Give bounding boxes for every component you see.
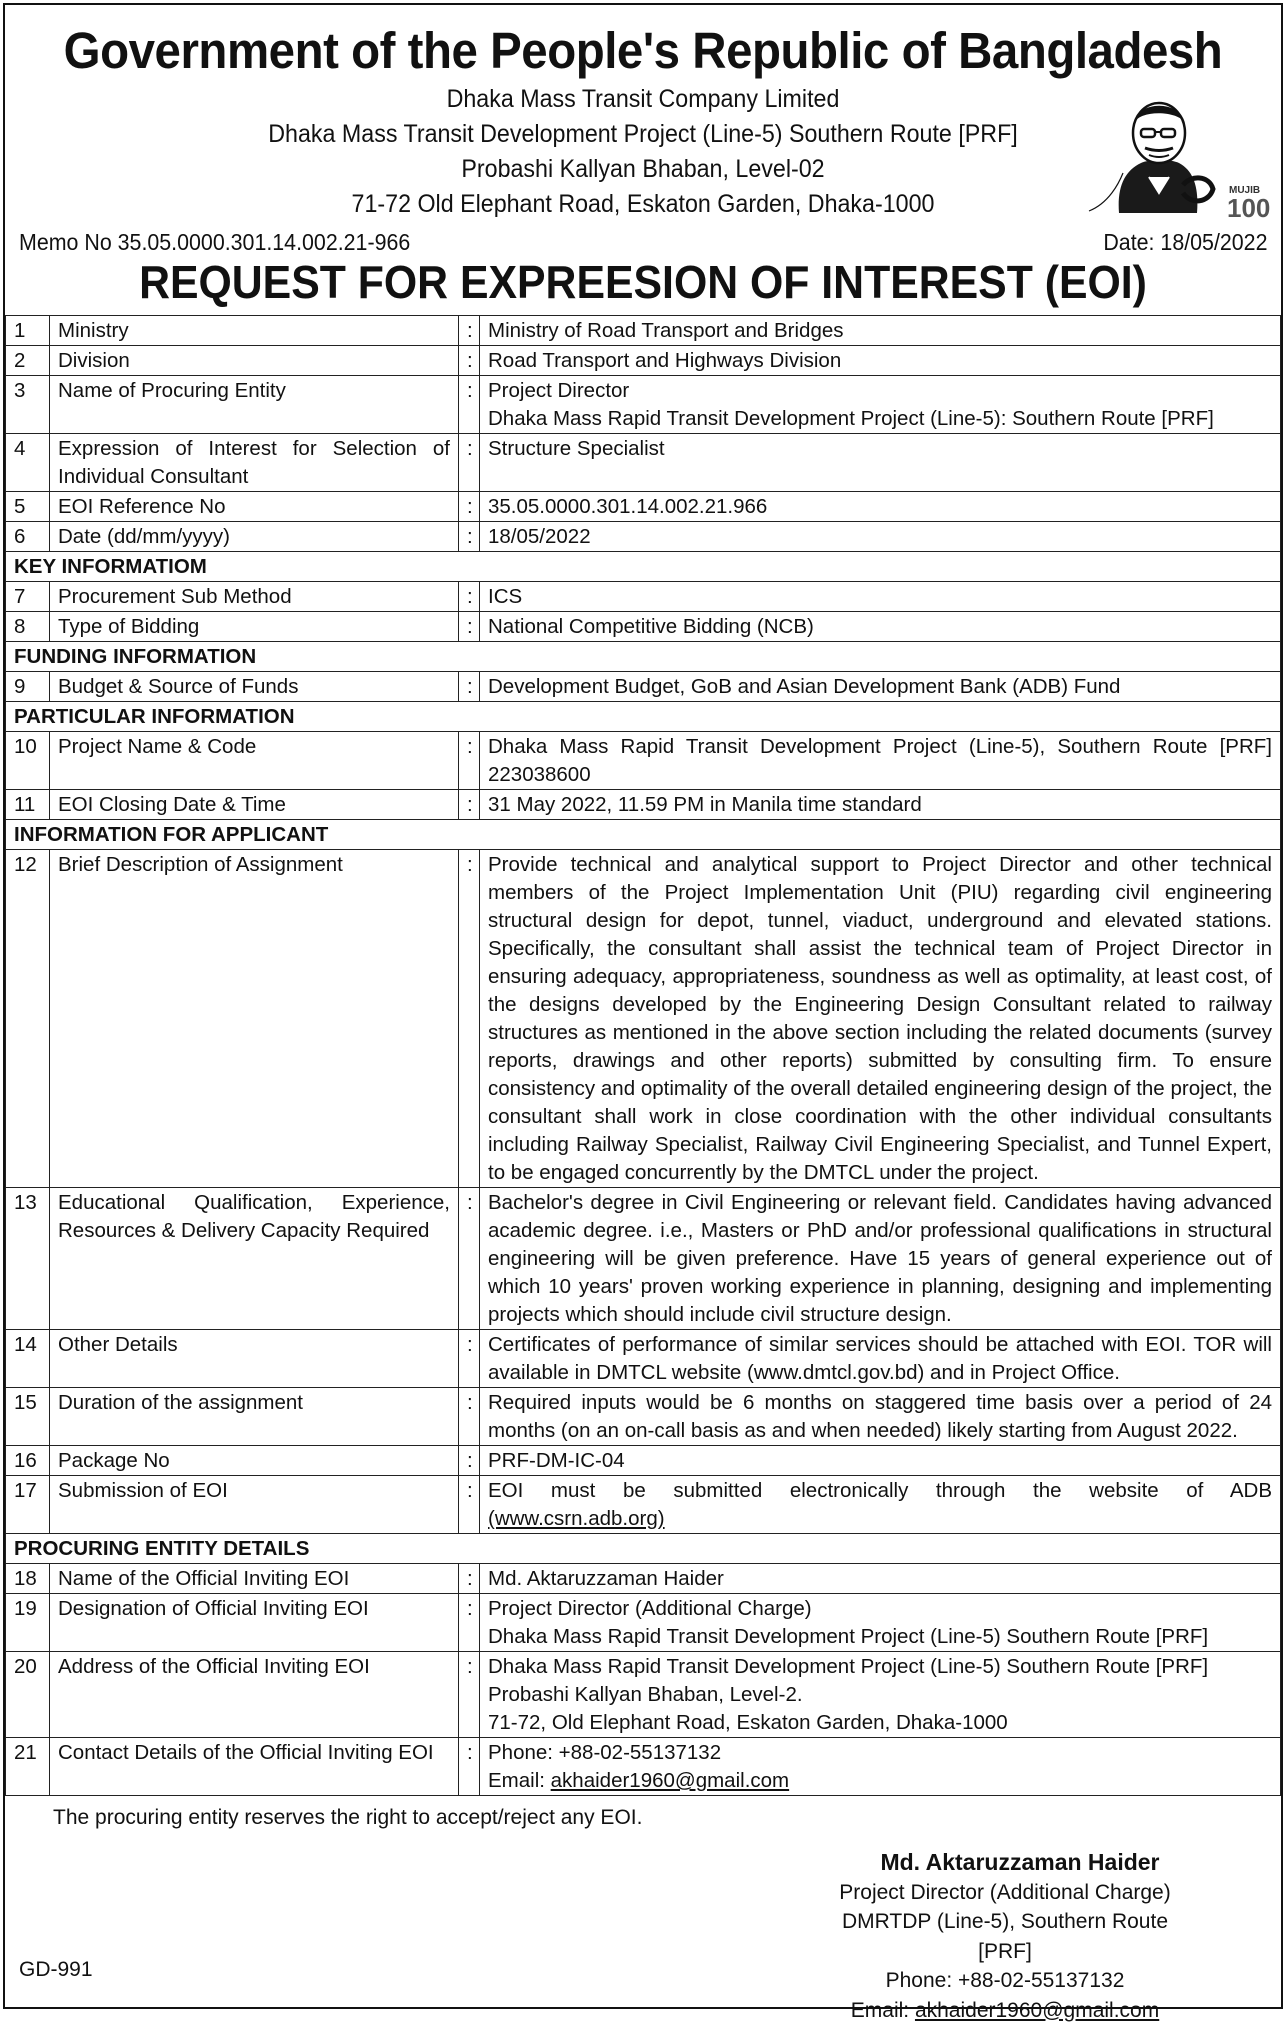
row-label: Name of the Official Inviting EOI (50, 1564, 459, 1594)
table-row (6, 1476, 1281, 1534)
value-line: Development Budget, GoB and Asian Development Bank (ADB) Fund (488, 673, 1272, 701)
row-number: 8 (6, 612, 50, 642)
row-value (480, 346, 1281, 376)
value-line: Md. Aktaruzzaman Haider (488, 1565, 1272, 1593)
email-prefix: Email: (851, 1999, 915, 2022)
table-row (6, 732, 1281, 790)
row-label: Procurement Sub Method (50, 582, 459, 612)
row-number: 14 (6, 1330, 50, 1388)
row-number: 1 (6, 316, 50, 346)
row-value (480, 1738, 1281, 1796)
value-line: Dhaka Mass Rapid Transit Development Project (Line-5) Southern Route [PRF] (488, 1623, 1272, 1651)
table-row (6, 492, 1281, 522)
row-value (480, 790, 1281, 820)
government-title: Government of the People's Republic of Bangladesh (50, 21, 1237, 80)
value-line: Dhaka Mass Rapid Transit Development Project (Line-5), Southern Route [PRF] 223038600 (488, 733, 1272, 789)
svg-text:MUJIB: MUJIB (1229, 185, 1260, 196)
row-number: 9 (6, 672, 50, 702)
building-name: Probashi Kallyan Bhaban, Level-02 (50, 155, 1237, 184)
signatory-designation: Project Director (Additional Charge) (825, 1878, 1185, 1908)
value-line: 31 May 2022, 11.59 PM in Manila time standard (488, 791, 1272, 819)
value-line: Provide technical and analytical support to Project Director and other technical members of the Project Implementation Unit (PIU) regarding civil engineering structural design for depot, tunnel, viaduct, underground and elevated stations. Specifically, the consultant shall assist the technical team of Project Director in ensuring adequacy, appropriateness, soundness as well as optimality, at least cost, of the designs developed by the Engineering Design Consultant related to railway structures as mentioned in the above section including the related documents (survey reports, drawings and other reports) submitted by consulting firm. To ensure consistency and optimality of the overall detailed engineering design of the project, the consultant shall work in close coordination with the other individual consultants including Railway Specialist, Railway Civil Engineering Specialist, and Tunnel Expert, to be engaged concurrently by the DMTCL under the project. (488, 851, 1272, 1187)
row-label: Educational Qualification, Experience, Resources & Delivery Capacity Required (50, 1188, 459, 1330)
value-line: Required inputs would be 6 months on staggered time basis over a period of 24 months (on an on-call basis as and when needed) likely starting from August 2022. (488, 1389, 1272, 1445)
row-label: Duration of the assignment (50, 1388, 459, 1446)
signatory-name: Md. Aktaruzzaman Haider (825, 1848, 1215, 1878)
value-line: PRF-DM-IC-04 (488, 1447, 1272, 1475)
signature-block (825, 1848, 1185, 2025)
row-colon: : (459, 1330, 480, 1388)
row-colon: : (459, 492, 480, 522)
row-value (480, 1388, 1281, 1446)
row-number: 2 (6, 346, 50, 376)
notice-header (5, 5, 1281, 315)
table-row (6, 1388, 1281, 1446)
mujib-100-logo-icon (1079, 93, 1261, 221)
value-line: Bachelor's degree in Civil Engineering or relevant field. Candidates having advanced academic degree. i.e., Masters or PhD and/or professional qualifications in structural engineering will be given preference. Have 15 years of general experience out of which 10 years' proven working experience in planning, designing and implementing projects which should include civil structure design. (488, 1189, 1272, 1329)
row-colon: : (459, 1594, 480, 1652)
row-colon: : (459, 1738, 480, 1796)
eoi-notice (3, 3, 1283, 2009)
table-row (6, 1652, 1281, 1738)
row-colon: : (459, 732, 480, 790)
table-row (6, 1330, 1281, 1388)
row-label: Other Details (50, 1330, 459, 1388)
table-row (6, 1446, 1281, 1476)
row-label: Project Name & Code (50, 732, 459, 790)
signatory-project: DMRTDP (Line-5), Southern Route [PRF] (825, 1907, 1185, 1966)
row-colon: : (459, 376, 480, 434)
row-number: 11 (6, 790, 50, 820)
table-row (6, 582, 1281, 612)
table-row (6, 672, 1281, 702)
reservation-note: The procuring entity reserves the right to accept/reject any EOI. (53, 1806, 642, 1830)
row-label: EOI Closing Date & Time (50, 790, 459, 820)
row-label: Date (dd/mm/yyyy) (50, 522, 459, 552)
table-row (6, 612, 1281, 642)
row-label: Brief Description of Assignment (50, 850, 459, 1188)
section-row (6, 642, 1281, 672)
value-line: Project Director (488, 377, 1272, 405)
row-colon: : (459, 1388, 480, 1446)
section-row (6, 702, 1281, 732)
row-colon: : (459, 582, 480, 612)
row-number: 21 (6, 1738, 50, 1796)
row-number: 12 (6, 850, 50, 1188)
value-line: National Competitive Bidding (NCB) (488, 613, 1272, 641)
notice-code: GD-991 (19, 1958, 93, 1982)
row-colon: : (459, 522, 480, 552)
section-row (6, 820, 1281, 850)
row-number: 19 (6, 1594, 50, 1652)
notice-date: Date: 18/05/2022 (1103, 229, 1267, 256)
row-label: Type of Bidding (50, 612, 459, 642)
table-row (6, 850, 1281, 1188)
row-number: 20 (6, 1652, 50, 1738)
row-label: Expression of Interest for Selection of Individual Consultant (50, 434, 459, 492)
table-row (6, 376, 1281, 434)
row-value (480, 1330, 1281, 1388)
row-label: Budget & Source of Funds (50, 672, 459, 702)
memo-number: Memo No 35.05.0000.301.14.002.21-966 (19, 229, 410, 256)
adb-website-link[interactable]: (www.csrn.adb.org) (488, 1507, 665, 1530)
project-name: Dhaka Mass Transit Development Project (Line-5) Southern Route [PRF] (50, 120, 1237, 149)
row-label: Ministry (50, 316, 459, 346)
value-line: 35.05.0000.301.14.002.21.966 (488, 493, 1272, 521)
row-number: 18 (6, 1564, 50, 1594)
row-colon: : (459, 1564, 480, 1594)
row-value (480, 612, 1281, 642)
row-number: 16 (6, 1446, 50, 1476)
svg-text:100: 100 (1227, 193, 1270, 223)
signatory-email-link[interactable]: akhaider1960@gmail.com (915, 1999, 1159, 2022)
row-label: Address of the Official Inviting EOI (50, 1652, 459, 1738)
row-label: Designation of Official Inviting EOI (50, 1594, 459, 1652)
section-heading: PARTICULAR INFORMATION (6, 702, 1281, 732)
row-colon: : (459, 672, 480, 702)
row-number: 13 (6, 1188, 50, 1330)
row-value (480, 434, 1281, 492)
row-colon: : (459, 1652, 480, 1738)
row-number: 7 (6, 582, 50, 612)
row-value (480, 492, 1281, 522)
row-number: 3 (6, 376, 50, 434)
row-label: EOI Reference No (50, 492, 459, 522)
row-label: Package No (50, 1446, 459, 1476)
value-line: Ministry of Road Transport and Bridges (488, 317, 1272, 345)
table-row (6, 316, 1281, 346)
row-value (480, 376, 1281, 434)
row-label: Name of Procuring Entity (50, 376, 459, 434)
row-colon: : (459, 612, 480, 642)
value-line: Dhaka Mass Rapid Transit Development Project (Line-5) Southern Route [PRF] (488, 1653, 1272, 1681)
signatory-email (825, 1996, 1185, 2025)
row-value (480, 1446, 1281, 1476)
section-heading: FUNDING INFORMATION (6, 642, 1281, 672)
value-line: Project Director (Additional Charge) (488, 1595, 1272, 1623)
table-row (6, 1188, 1281, 1330)
row-colon: : (459, 1188, 480, 1330)
row-colon: : (459, 850, 480, 1188)
row-value (480, 582, 1281, 612)
row-value (480, 672, 1281, 702)
row-colon: : (459, 1476, 480, 1534)
email-prefix: Email: (488, 1769, 551, 1792)
row-label: Contact Details of the Official Inviting EOI (50, 1738, 459, 1796)
value-line: ICS (488, 583, 1272, 611)
value-line: Certificates of performance of similar services should be attached with EOI. TOR will available in DMTCL website (www.dmtcl.gov.bd) and in Project Office. (488, 1331, 1272, 1387)
row-value (480, 1564, 1281, 1594)
value-line: Dhaka Mass Rapid Transit Development Project (Line-5): Southern Route [PRF] (488, 405, 1272, 433)
row-value (480, 1594, 1281, 1652)
row-label: Submission of EOI (50, 1476, 459, 1534)
table-row (6, 1738, 1281, 1796)
table-row (6, 522, 1281, 552)
table-row (6, 1564, 1281, 1594)
row-value (480, 1476, 1281, 1534)
section-heading: INFORMATION FOR APPLICANT (6, 820, 1281, 850)
row-value (480, 732, 1281, 790)
row-value (480, 522, 1281, 552)
value-line: Phone: +88-02-55137132 (488, 1739, 1272, 1767)
value-line: Structure Specialist (488, 435, 1272, 463)
row-number: 10 (6, 732, 50, 790)
value-line: Probashi Kallyan Bhaban, Level-2. (488, 1681, 1272, 1709)
notice-footer (5, 1796, 1281, 1996)
section-heading: KEY INFORMATIOM (6, 552, 1281, 582)
street-address: 71-72 Old Elephant Road, Eskaton Garden, Dhaka-1000 (50, 190, 1237, 219)
value-line: 18/05/2022 (488, 523, 1272, 551)
table-row (6, 434, 1281, 492)
row-value (480, 316, 1281, 346)
row-number: 6 (6, 522, 50, 552)
value-line (488, 1767, 1272, 1795)
value-line: 71-72, Old Elephant Road, Eskaton Garden, Dhaka-1000 (488, 1709, 1272, 1737)
row-colon: : (459, 316, 480, 346)
row-value (480, 1188, 1281, 1330)
section-heading: PROCURING ENTITY DETAILS (6, 1534, 1281, 1564)
row-number: 4 (6, 434, 50, 492)
row-colon: : (459, 790, 480, 820)
row-number: 15 (6, 1388, 50, 1446)
table-row (6, 790, 1281, 820)
notice-title: REQUEST FOR EXPREESION OF INTEREST (EOI) (50, 255, 1237, 309)
row-label: Division (50, 346, 459, 376)
table-row (6, 1594, 1281, 1652)
table-row (6, 346, 1281, 376)
row-number: 5 (6, 492, 50, 522)
value-line: Road Transport and Highways Division (488, 347, 1272, 375)
row-value (480, 1652, 1281, 1738)
row-number: 17 (6, 1476, 50, 1534)
row-colon: : (459, 346, 480, 376)
signatory-phone: Phone: +88-02-55137132 (825, 1966, 1185, 1996)
company-name: Dhaka Mass Transit Company Limited (50, 85, 1237, 114)
contact-email-link[interactable]: akhaider1960@gmail.com (551, 1769, 789, 1792)
row-value (480, 850, 1281, 1188)
section-row (6, 1534, 1281, 1564)
row-colon: : (459, 1446, 480, 1476)
row-colon: : (459, 434, 480, 492)
value-line (488, 1505, 1272, 1533)
value-line: EOI must be submitted electronically through the website of ADB (488, 1477, 1272, 1505)
eoi-details-table (5, 315, 1281, 1796)
section-row (6, 552, 1281, 582)
